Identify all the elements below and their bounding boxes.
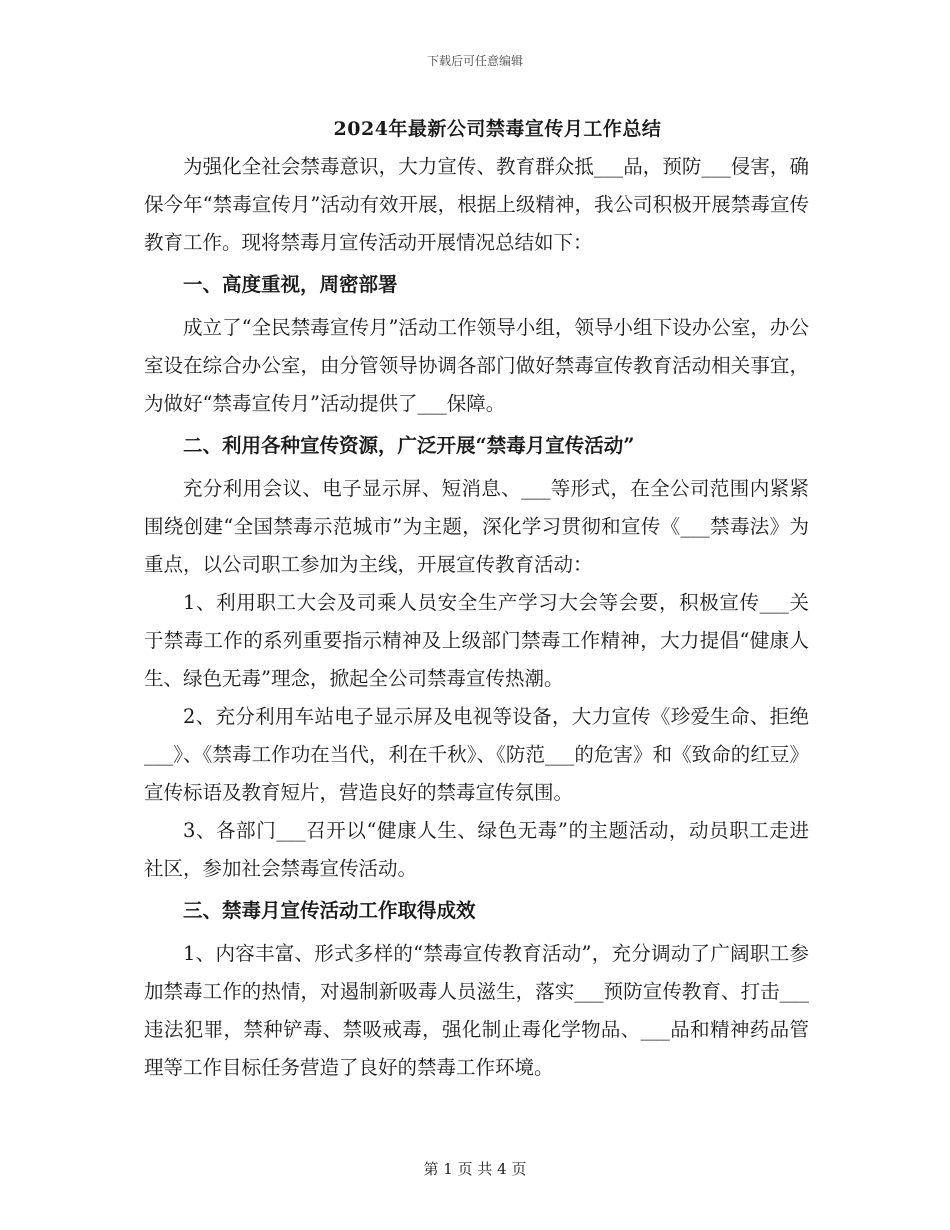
- document-body: [144, 148, 809, 1087]
- section-2-paragraph: 充分利用会议、电子显示屏、短消息、___等形式，在全公司范围内紧紧围绕创建“全国禁毒示范城市”为主题，深化学习贯彻和宣传《___禁毒法》为重点，以公司职工参加为主线，开展宣传教育活动：: [144, 477, 809, 576]
- section-2-item-2: 2、充分利用车站电子显示屏及电视等设备，大力宣传《珍爱生命、拒绝___》、《禁毒工作功在当代，利在千秋》、《防范___的危害》和《致命的红豆》宣传标语及教育短片，营造良好的禁毒宣传氛围。: [144, 705, 809, 804]
- intro-paragraph: 为强化全社会禁毒意识，大力宣传、教育群众抵___品，预防___侵害，确保今年“禁毒宣传月”活动有效开展，根据上级精神，我公司积极开展禁毒宣传教育工作。现将禁毒月宣传活动开展情况总结如下：: [144, 155, 809, 254]
- page-header-note: 下载后可任意编辑: [426, 54, 523, 68]
- page-number: 第 1 页 共 4 页: [423, 1160, 527, 1178]
- document-title: 2024年最新公司禁毒宣传月工作总结: [333, 118, 662, 140]
- section-3-item-1: 1、内容丰富、形式多样的“禁毒宣传教育活动”，充分调动了广阔职工参加禁毒工作的热情，对遏制新吸毒人员滋生，落实___预防宣传教育、打击___违法犯罪，禁种铲毒、禁吸戒毒，强化制止毒化学物品、___品和精神药品管理等工作目标任务营造了良好的禁毒工作环境。: [144, 942, 809, 1079]
- section-1-paragraph: 成立了“全民禁毒宣传月”活动工作领导小组，领导小组下设办公室，办公室设在综合办公室，由分管领导协调各部门做好禁毒宣传教育活动相关事宜，为做好“禁毒宣传月”活动提供了___保障。: [144, 316, 809, 415]
- section-2-item-3: 3、各部门___召开以“健康人生、绿色无毒”的主题活动，动员职工走进社区，参加社会禁毒宣传活动。: [144, 819, 809, 880]
- section-2-heading: 二、利用各种宣传资源，广泛开展“禁毒月宣传活动”: [183, 434, 635, 457]
- section-1-heading: 一、高度重视，周密部署: [183, 273, 398, 296]
- section-3-heading: 三、禁毒月宣传活动工作取得成效: [183, 899, 476, 922]
- section-2-item-1: 1、利用职工大会及司乘人员安全生产学习大会等会要，积极宣传___关于禁毒工作的系列重要指示精神及上级部门禁毒工作精神，大力提倡“健康人生、绿色无毒”理念，掀起全公司禁毒宣传热潮。: [144, 591, 809, 690]
